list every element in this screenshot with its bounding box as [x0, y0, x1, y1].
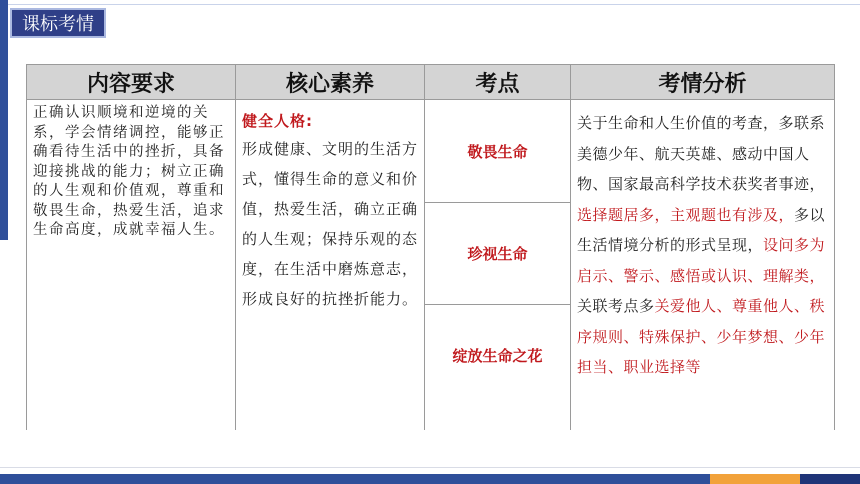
topics-cell — [425, 100, 571, 430]
analysis-text-3: 关联考点多 — [577, 297, 655, 315]
bottom-divider — [0, 467, 860, 468]
table-header-row — [27, 65, 835, 100]
analysis-text-1: 关于生命和人生价值的考查，多联系美德少年、航天英雄、感动中国人物、国家最高科学技术获奖者事迹， — [577, 114, 826, 193]
footer-accent-dark — [800, 474, 860, 484]
analysis-highlight-3: 关爱他人、尊重他人、秩序规则、特殊保护、少年梦想、少年担当、职业选择等 — [577, 297, 826, 376]
curriculum-table — [26, 64, 835, 430]
literacy-cell — [236, 100, 425, 430]
header-topic: 考点 — [425, 65, 571, 100]
header-literacy: 核心素养 — [236, 65, 425, 100]
footer-accent-orange — [710, 474, 800, 484]
topic-respect-life: 敬畏生命 — [467, 142, 528, 161]
top-divider — [0, 4, 860, 5]
literacy-heading: 健全人格: — [242, 112, 313, 130]
topic-bloom-life: 绽放生命之花 — [425, 304, 570, 406]
analysis-highlight-1: 选择题居多，主观题也有涉及， — [577, 205, 795, 224]
header-analysis: 考情分析 — [571, 65, 835, 100]
section-tag: 课标考情 — [10, 8, 106, 38]
literacy-text: 形成健康、文明的生活方式，懂得生命的意义和价值，热爱生活，确立正确的人生观；保持乐观的态度，在生活中磨炼意志，形成良好的抗挫折能力。 — [242, 140, 419, 308]
analysis-highlight-2: 设问多为启示、警示、感悟或认识、理解类， — [577, 236, 826, 285]
analysis-text-2: 多以生活情境分析的形式呈现， — [577, 205, 826, 254]
topic-cherish-life: 珍视生命 — [425, 202, 570, 304]
table-row — [27, 100, 835, 430]
header-requirement: 内容要求 — [27, 65, 236, 100]
left-accent-bar — [0, 0, 8, 240]
analysis-cell — [571, 100, 835, 430]
requirement-cell: 正确认识顺境和逆境的关系，学会情绪调控，能够正确看待生活中的挫折，具备迎接挑战的能力；树立正确的人生观和价值观，尊重和敬畏生命，热爱生活，追求生命高度，成就幸福人生。 — [27, 100, 236, 430]
